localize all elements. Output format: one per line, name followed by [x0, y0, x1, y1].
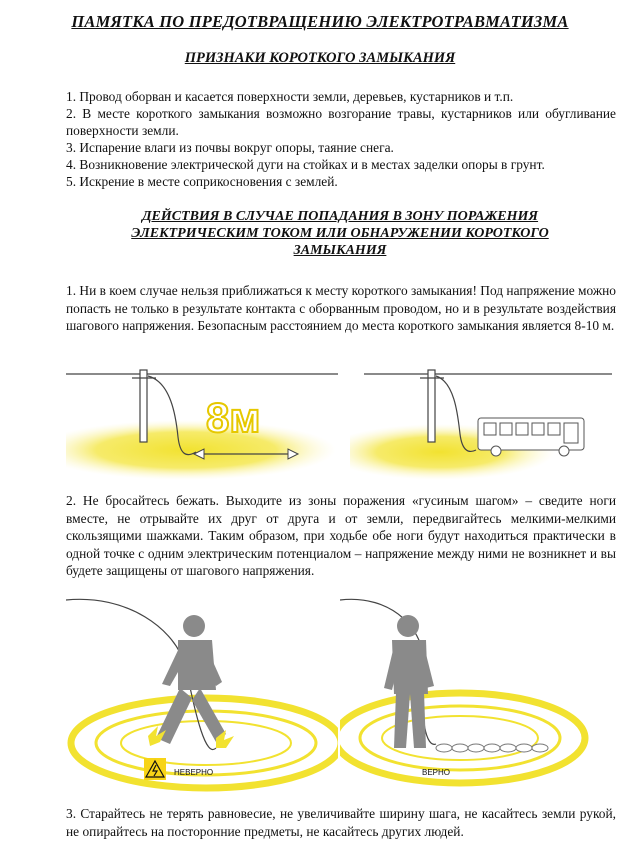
list-item: 3. Испарение влаги из почвы вокруг опоры, таяние снега. [66, 140, 394, 155]
wrong-label: НЕВЕРНО [174, 768, 214, 777]
warning-icon [144, 758, 166, 780]
right-step-illustration [340, 598, 620, 798]
bus-illustration [350, 362, 612, 480]
distance-illustration [66, 362, 338, 480]
wrong-step-illustration [66, 598, 338, 798]
signs-heading: ПРИЗНАКИ КОРОТКОГО ЗАМЫКАНИЯ [184, 50, 456, 66]
list-item: 1. Провод оборван и касается поверхности земли, деревьев, кустарников и т.п. [66, 89, 514, 104]
actions-heading-line: ЭЛЕКТРИЧЕСКИМ ТОКОМ ИЛИ ОБНАРУЖЕНИИ КОРОТКОГО [131, 226, 549, 241]
bus-icon [478, 418, 584, 456]
actions-heading-line: ЗАМЫКАНИЯ [293, 243, 387, 258]
paragraph-3: 3. Старайтесь не терять равновесие, не увеличивайте ширину шага, не касайтесь земли рукой, не опирайтесь на посторонние предметы, не касайтесь других людей. [66, 806, 616, 839]
footprints-chain [436, 744, 548, 752]
right-label: ВЕРНО [422, 768, 451, 777]
paragraph-1: 1. Ни в коем случае нельзя приближаться к месту короткого замыкания! Под напряжение можно попасть не только в результате контакта с оборванным проводом, но и в результате воздействия шагового напряжения. Безопасным расстоянием до места короткого замыкания является 8-10 м. [66, 283, 616, 334]
pole [140, 370, 147, 442]
list-item: 2. В месте короткого замыкания возможно возгорание травы, кустарников или обугливание поверхности земли. [66, 106, 616, 138]
signs-list [66, 88, 616, 190]
actions-heading-line: ДЕЙСТВИЯ В СЛУЧАЕ ПОПАДАНИЯ В ЗОНУ ПОРАЖЕНИЯ [141, 209, 539, 224]
actions-heading [100, 208, 580, 259]
document-title: ПАМЯТКА ПО ПРЕДОТВРАЩЕНИЮ ЭЛЕКТРОТРАВМАТИЗМА [71, 12, 569, 31]
list-item: 4. Возникновение электрической дуги на стойках и в местах заделки опоры в грунт. [66, 157, 545, 172]
pole [428, 370, 435, 442]
list-item: 5. Искрение в месте соприкосновения с землей. [66, 174, 338, 189]
paragraph-2: 2. Не бросайтесь бежать. Выходите из зоны поражения «гусиным шагом» – сведите ноги вместе, не отрывайте их друг от друга и от земли, передвигайтесь мелкими-мелкими скользящими шажками. Таким образом, при ходьбе обе ноги будут находиться практически в одной точке с одним электрическим потенциалом – напряжение между ними не возникнет и вы будете защищены от шагового напряжения. [66, 493, 616, 579]
distance-label: 8м [206, 394, 261, 441]
